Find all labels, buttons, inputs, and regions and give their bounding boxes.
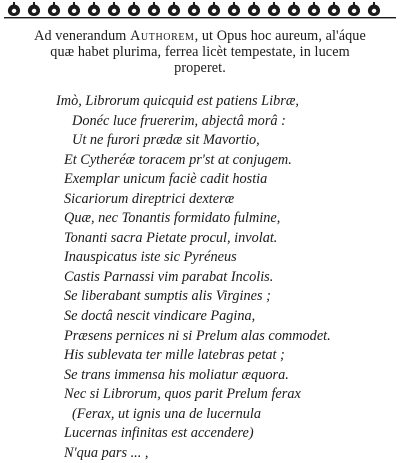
poem-line: Præsens pernices ni si Prelum alas commodet. [64,327,331,344]
poem-line: Tonanti sacra Pietate procul, involat. [64,229,278,246]
latin-poem [56,92,392,463]
dedication-heading [24,28,376,76]
heading-author: Authorem [130,28,195,44]
heading-post: , ut Opus hoc aureum, al'áque quæ habet plurima, ferrea licèt tempestate, in lucem properet. [50,28,366,76]
poem-line: Se doctâ nescit vindicare Pagina, [64,308,256,325]
decorative-border-ornament [4,0,396,22]
poem-line: Et Cytheréæ toracem pr'st at conjugem. [64,151,292,168]
poem-line: Ut ne furori prædæ sit Mavortio, [72,132,260,149]
poem-line: Lucernas infinitas est accendere) [64,425,254,442]
poem-line: (Ferax, ut ignis una de lucernula [72,405,262,422]
poem-line: Sicariorum direptrici dexteræ [64,190,235,207]
poem-line: Se liberabant sumptis alis Virgines ; [64,288,271,305]
poem-line: His sublevata ter mille latebras petat ; [64,347,285,364]
heading-pre: Ad venerandum [34,28,131,44]
poem-line: Imò, Librorum quicquid est patiens Libræ, [56,93,299,109]
poem-line: Donéc luce fruererim, abjectâ morâ : [72,112,286,129]
poem-line: Exemplar unicum faciè cadit hostia [64,171,268,188]
poem-line: Quæ, nec Tonantis formidato fulmine, [64,210,281,227]
poem-line: N'qua pars ... , [64,444,149,461]
poem-line: Castis Parnassi vim parabat Incolis. [64,268,274,285]
poem-line: Se trans immensa his moliatur æquora. [64,366,289,383]
poem-line: Nec si Librorum, quos parit Prelum ferax [64,386,301,403]
poem-line: Inauspicatus iste sic Pyréneus [64,249,237,266]
